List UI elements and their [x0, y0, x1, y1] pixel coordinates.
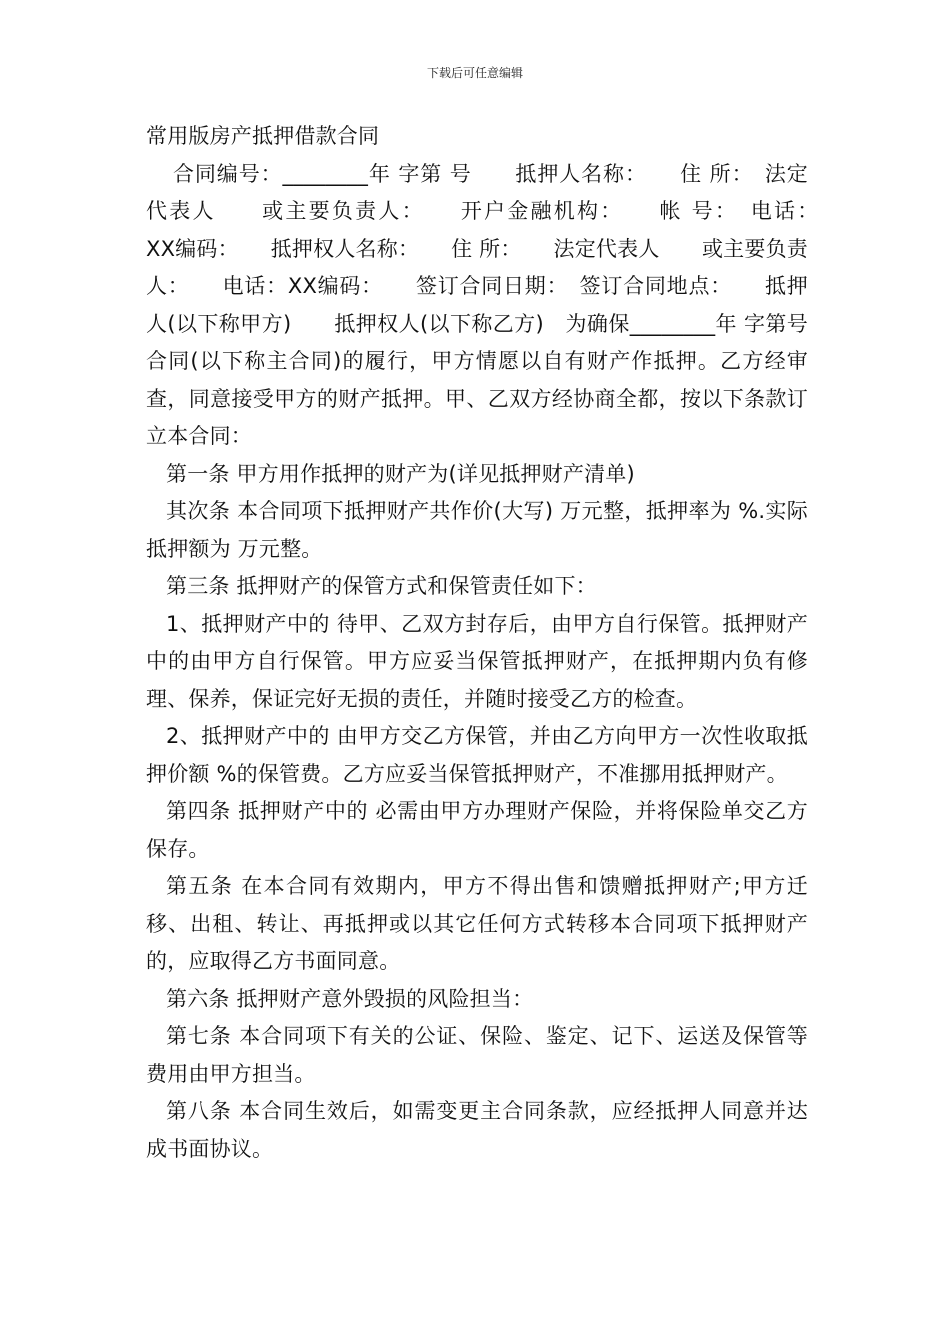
clause-5: 第五条 在本合同有效期内，甲方不得出售和馈赠抵押财产;甲方迁移、出租、转让、再抵押或以其它任何方式转移本合同项下抵押财产的，应取得乙方书面同意。 [146, 874, 808, 973]
clause-3-item-1: 1、抵押财产中的 待甲、乙双方封存后，由甲方自行保管。抵押财产中的由甲方自行保管。甲方应妥当保管抵押财产，在抵押期内负有修理、保养，保证完好无损的责任，并随时接受乙方的检查。 [146, 611, 808, 711]
header-note: 下载后可任意编辑 [426, 66, 523, 80]
contract-body [146, 118, 851, 1168]
clause-4: 第四条 抵押财产中的 必需由甲方办理财产保险，并将保险单交乙方保存。 [146, 799, 808, 861]
contract-preamble: 合同编号：________年 字第 号 抵押人名称： 住 所： 法定代表人 或主要负责人： 开户金融机构： 帐 号： 电话： XX编码： 抵押权人名称： 住 所： 法定代表人 或主要负责人： 电话：XX编码： 签订合同日期： 签订合同地点： 抵押人(以下称甲方) 抵押权人(以下称乙方) 为确保________年 字第号合同(以下称主合同)的履行，甲方情愿以自有财产作抵押。乙方经审查，同意接受甲方的财产抵押。甲、乙双方经协商全都，按以下条款订立本合同： [146, 161, 851, 448]
clause-3: 第三条 抵押财产的保管方式和保管责任如下： [166, 574, 597, 598]
clause-1: 第一条 甲方用作抵押的财产为(详见抵押财产清单) [166, 461, 635, 486]
clause-3-item-2: 2、抵押财产中的 由甲方交乙方保管，并由乙方向甲方一次性收取抵押价额 %的保管费。乙方应妥当保管抵押财产，不准挪用抵押财产。 [146, 724, 808, 786]
clause-6: 第六条 抵押财产意外毁损的风险担当： [166, 986, 534, 1011]
clause-2: 其次条 本合同项下抵押财产共作价(大写) 万元整，抵押率为 %.实际抵押额为 万元整。 [146, 499, 808, 561]
clause-8: 第八条 本合同生效后，如需变更主合同条款，应经抵押人同意并达成书面协议。 [146, 1099, 808, 1161]
clause-7: 第七条 本合同项下有关的公证、保险、鉴定、记下、运送及保管等费用由甲方担当。 [146, 1024, 808, 1086]
contract-title: 常用版房产抵押借款合同 [146, 124, 380, 148]
